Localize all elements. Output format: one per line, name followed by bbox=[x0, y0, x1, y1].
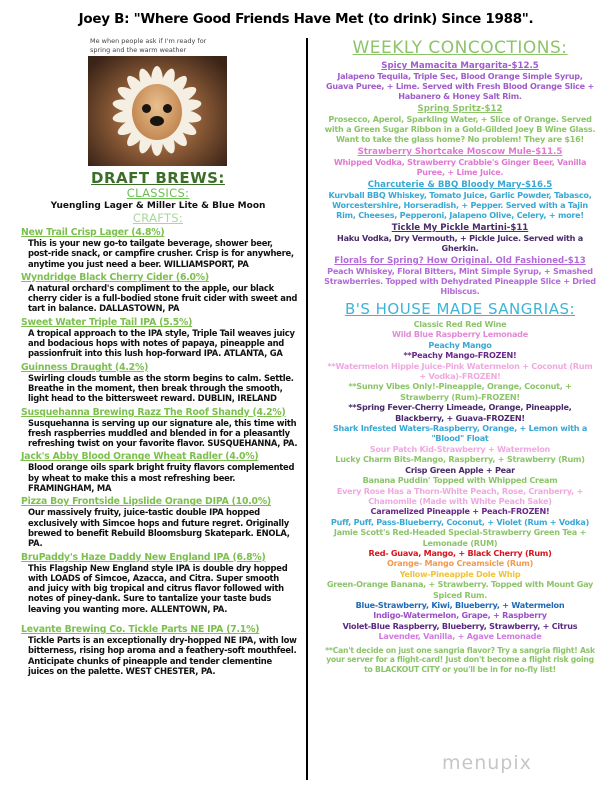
beer-description: Blood orange oils spark bright fruity flavors complemented by wheat to make this a most refreshing beer. FRAMINGHAM, MA bbox=[28, 462, 295, 494]
sangria-item: Lucky Charm Bits-Mango, Raspberry, + Strawberry (Rum) bbox=[335, 454, 585, 465]
beer-name: Sweet Water Triple Tail IPA (5.5%) bbox=[21, 316, 193, 328]
beer-description: Susquehanna is serving up our signature ale, this time with fresh raspberries muddled and blended in for a pleasantly refreshing twist on your favorite flavor. SUSQUEHANNA, PA. bbox=[28, 417, 298, 449]
drink-name: Spring Spritz-$12 bbox=[417, 104, 503, 114]
sangria-flight-footnote: **Can't decide on just one sangria flavor? Try a sangria flight! Ask your server for a flight-card! Just don't become a flight risk going to BLACKOUT CITY or you'll be in for no-fly list! bbox=[325, 645, 595, 674]
drink-description: Peach Whiskey, Floral Bitters, Mint Simple Syrup, + Smashed Strawberries. Topped with Dehydrated Pineapple Slice + Dried Hibiscus. bbox=[324, 266, 596, 296]
beer-name: Pizza Boy Frontside Lipslide Orange DIPA (10.0%) bbox=[21, 496, 271, 508]
dog-face-icon bbox=[132, 84, 182, 140]
beer-name: New Trail Crisp Lager (4.8%) bbox=[21, 227, 165, 238]
drink-description: Whipped Vodka, Strawberry Crabbie's Ginger Beer, Vanilla Puree, + Lime Juice. bbox=[333, 157, 587, 177]
beer-item bbox=[16, 407, 300, 449]
sangria-item: Yellow-Pineapple Dole Whip bbox=[399, 568, 521, 579]
beer-description: Swirling clouds tumble as the storm begins to calm. Settle. Breathe in the moment, then break through the smooth, light head to the bittersweet reward. DUBLIN, IRELAND bbox=[28, 372, 294, 404]
dog-flower-photo bbox=[88, 56, 227, 166]
sangria-item: Indigo-Watermelon, Grape, + Raspberry bbox=[373, 610, 547, 621]
drink-description: Prosecco, Aperol, Sparkling Water, + Slice of Orange. Served with a Green Sugar Ribbon in a Gold-Gilded Joey B Wine Glass. Want to take the glass home? No problem! They are $16! bbox=[324, 114, 596, 144]
sangria-item: Sour Patch Kid-Strawberry + Watermelon bbox=[369, 443, 551, 454]
drink-item bbox=[318, 223, 602, 253]
sangria-item: **Sunny Vibes Only!-Pineapple, Orange, Coconut, + Strawberry (Rum)-FROZEN! bbox=[348, 381, 572, 402]
page-title: Joey B: "Where Good Friends Have Met (to drink) Since 1988". bbox=[78, 11, 534, 27]
drink-description: Kurvball BBQ Whiskey, Tomato Juice, Garlic Powder, Tabasco, Worcestershire, Horseradish, + Pepper. Served with a Tajin Rim, Cheeses, Pepperoni, Jalapeno Olive, Celery, + more! bbox=[328, 190, 592, 220]
drink-item bbox=[318, 147, 602, 177]
beer-name: Susquehanna Brewing Razz The Roof Shandy (4.2%) bbox=[21, 406, 286, 418]
beer-item bbox=[16, 552, 300, 614]
menupix-watermark: menupix bbox=[442, 752, 532, 774]
drink-item bbox=[318, 256, 602, 296]
sangria-item: Red- Guava, Mango, + Black Cherry (Rum) bbox=[368, 547, 552, 558]
weekly-drinks-list bbox=[318, 61, 602, 296]
sangria-item: Jamie Scott's Red-Headed Special-Strawberry Green Tea + Lemonade (RUM) bbox=[333, 527, 587, 548]
sangria-item: **Spring Fever-Cherry Limeade, Orange, Pineapple, Blackberry, + Guava-FROZEN! bbox=[348, 402, 572, 423]
beer-item bbox=[16, 362, 300, 404]
sangria-item: Green-Orange Banana, + Strawberry. Topped with Mount Gay Spiced Rum. bbox=[326, 579, 594, 600]
drink-item bbox=[318, 61, 602, 101]
sangria-item: **Watermelon Hippie Juice-Pink Watermelon + Coconut (Rum + Vodka)-FROZEN! bbox=[327, 360, 593, 382]
draft-brews-heading: DRAFT BREWS: bbox=[91, 169, 225, 187]
crafts-heading: CRAFTS: bbox=[132, 211, 184, 225]
beer-name: BruPaddy's Haze Daddy New England IPA (6.8%) bbox=[21, 551, 266, 563]
beer-description: This is your new go-to tailgate beverage, shower beer, post-ride snack, or campfire crusher. Crisp is for anywhere, anytime you just need a beer. WILLIAMSPORT, PA bbox=[28, 238, 294, 269]
drink-description: Haku Vodka, Dry Vermouth, + Pickle Juice. Served with a Gherkin. bbox=[337, 233, 583, 253]
beer-item bbox=[16, 227, 300, 269]
column-divider bbox=[306, 38, 308, 780]
classics-list: Yuengling Lager & Miller Lite & Blue Moon bbox=[50, 201, 266, 211]
drink-name: Spicy Mamacita Margarita-$12.5 bbox=[381, 61, 539, 71]
sangria-item: Lavender, Vanilla, + Agave Lemonade bbox=[378, 631, 542, 642]
sangria-item: Caramelized Pineapple + Peach-FROZEN! bbox=[370, 506, 550, 517]
sangria-item: Violet-Blue Raspberry, Blueberry, Strawberry, + Citrus bbox=[342, 620, 578, 631]
meme-image bbox=[88, 34, 228, 166]
beer-item bbox=[16, 496, 300, 548]
sangria-item: **Peachy Mango-FROZEN! bbox=[403, 350, 517, 361]
drink-name: Florals for Spring? How Original. Old Fashioned-$13 bbox=[334, 256, 586, 266]
sangria-item: Orange- Mango Creamsicle (Rum) bbox=[386, 558, 534, 569]
sangria-item: Wild Blue Raspberry Lemonade bbox=[392, 329, 528, 340]
beer-item bbox=[16, 451, 300, 493]
beer-item bbox=[16, 317, 300, 359]
beer-description: Our massively fruity, juice-tastic double IPA hopped exclusively with Simcoe hops and future regret. Originally brewed to benefit Rebuild Bloomsburg Skatepark. ENOLA, PA. bbox=[28, 507, 290, 549]
craft-beer-list bbox=[16, 227, 300, 676]
sangria-item: Crisp Green Apple + Pear bbox=[405, 464, 515, 475]
sangrias-heading: B'S HOUSE MADE SANGRIAS: bbox=[344, 300, 576, 318]
meme-caption: Me when people ask if I'm ready for spring and the warm weather bbox=[90, 37, 207, 54]
beer-name: Levante Brewing Co. Tickle Parts NE IPA (7.1%) bbox=[21, 624, 260, 636]
sangria-item: Shark Infested Waters-Raspberry, Orange, + Lemon with a "Blood" Float bbox=[332, 423, 588, 444]
weekly-concoctions-heading: WEEKLY CONCOCTIONS: bbox=[352, 38, 568, 58]
drink-name: Charcuterie & BBQ Bloody Mary-$16.5 bbox=[367, 180, 553, 190]
sangria-item: Every Rose Has a Thorn-White Peach, Rose, Cranberry, + Chamomile (Made with White Peach Sake) bbox=[336, 485, 584, 506]
beer-name: Guinness Draught (4.2%) bbox=[21, 361, 149, 373]
sangria-item: Puff, Puff, Pass-Blueberry, Coconut, + Violet (Rum + Vodka) bbox=[330, 516, 590, 527]
sangria-list bbox=[318, 319, 602, 642]
drink-item bbox=[318, 104, 602, 144]
classics-heading: CLASSICS: bbox=[126, 186, 190, 200]
beer-description: A natural orchard's compliment to the apple, our black cherry cider is a full-bodied stone fruit cider with sweet and tart in balance. DALLASTOWN, PA bbox=[28, 282, 298, 314]
sangria-item: Classic Red Red Wine bbox=[413, 319, 507, 329]
drink-description: Jalapeno Tequila, Triple Sec, Blood Orange Simple Syrup, Guava Puree, + Lime. Served with Fresh Blood Orange Slice + Habanero & Honey Salt Rim. bbox=[326, 71, 594, 101]
sangria-item: Banana Puddin' Topped with Whipped Cream bbox=[362, 475, 558, 486]
beer-item bbox=[16, 272, 300, 314]
drink-name: Strawberry Shortcake Moscow Mule-$11.5 bbox=[357, 147, 563, 157]
beer-description: A tropical approach to the IPA style, Triple Tail weaves juicy and bodacious hops with notes of papaya, pineapple and passionfruit into this lush hop-forward IPA. ATLANTA, GA bbox=[28, 327, 295, 359]
left-column bbox=[16, 34, 300, 679]
beer-name: Wyndridge Black Cherry Cider (6.0%) bbox=[21, 271, 209, 283]
sangria-item: Blue-Strawberry, Kiwi, Blueberry, + Watermelon bbox=[355, 599, 565, 610]
sangria-item: Peachy Mango bbox=[428, 339, 492, 350]
beer-name: Jack's Abby Blood Orange Wheat Radler (4.0%) bbox=[21, 451, 259, 463]
right-column bbox=[318, 38, 602, 674]
beer-description: This Flagship New England style IPA is double dry hopped with LOADS of Simcoe, Azacca, and Citra. Super smooth and juicy with big tropical and citrus flavor followed with notes of piney-dank. Sure to tantalize your taste buds leaving you wanting more. ALLENTOWN, PA. bbox=[28, 562, 288, 614]
beer-item bbox=[16, 624, 300, 676]
beer-description: Tickle Parts is an exceptionally dry-hopped NE IPA, with low bitterness, rising hop aroma and a feathery-soft mouthfeel. Anticipate chunks of pineapple and tender clementine juices on the palette. WEST CHESTER, PA. bbox=[28, 635, 297, 676]
drink-item bbox=[318, 180, 602, 220]
drink-name: Tickle My Pickle Martini-$11 bbox=[391, 223, 529, 233]
